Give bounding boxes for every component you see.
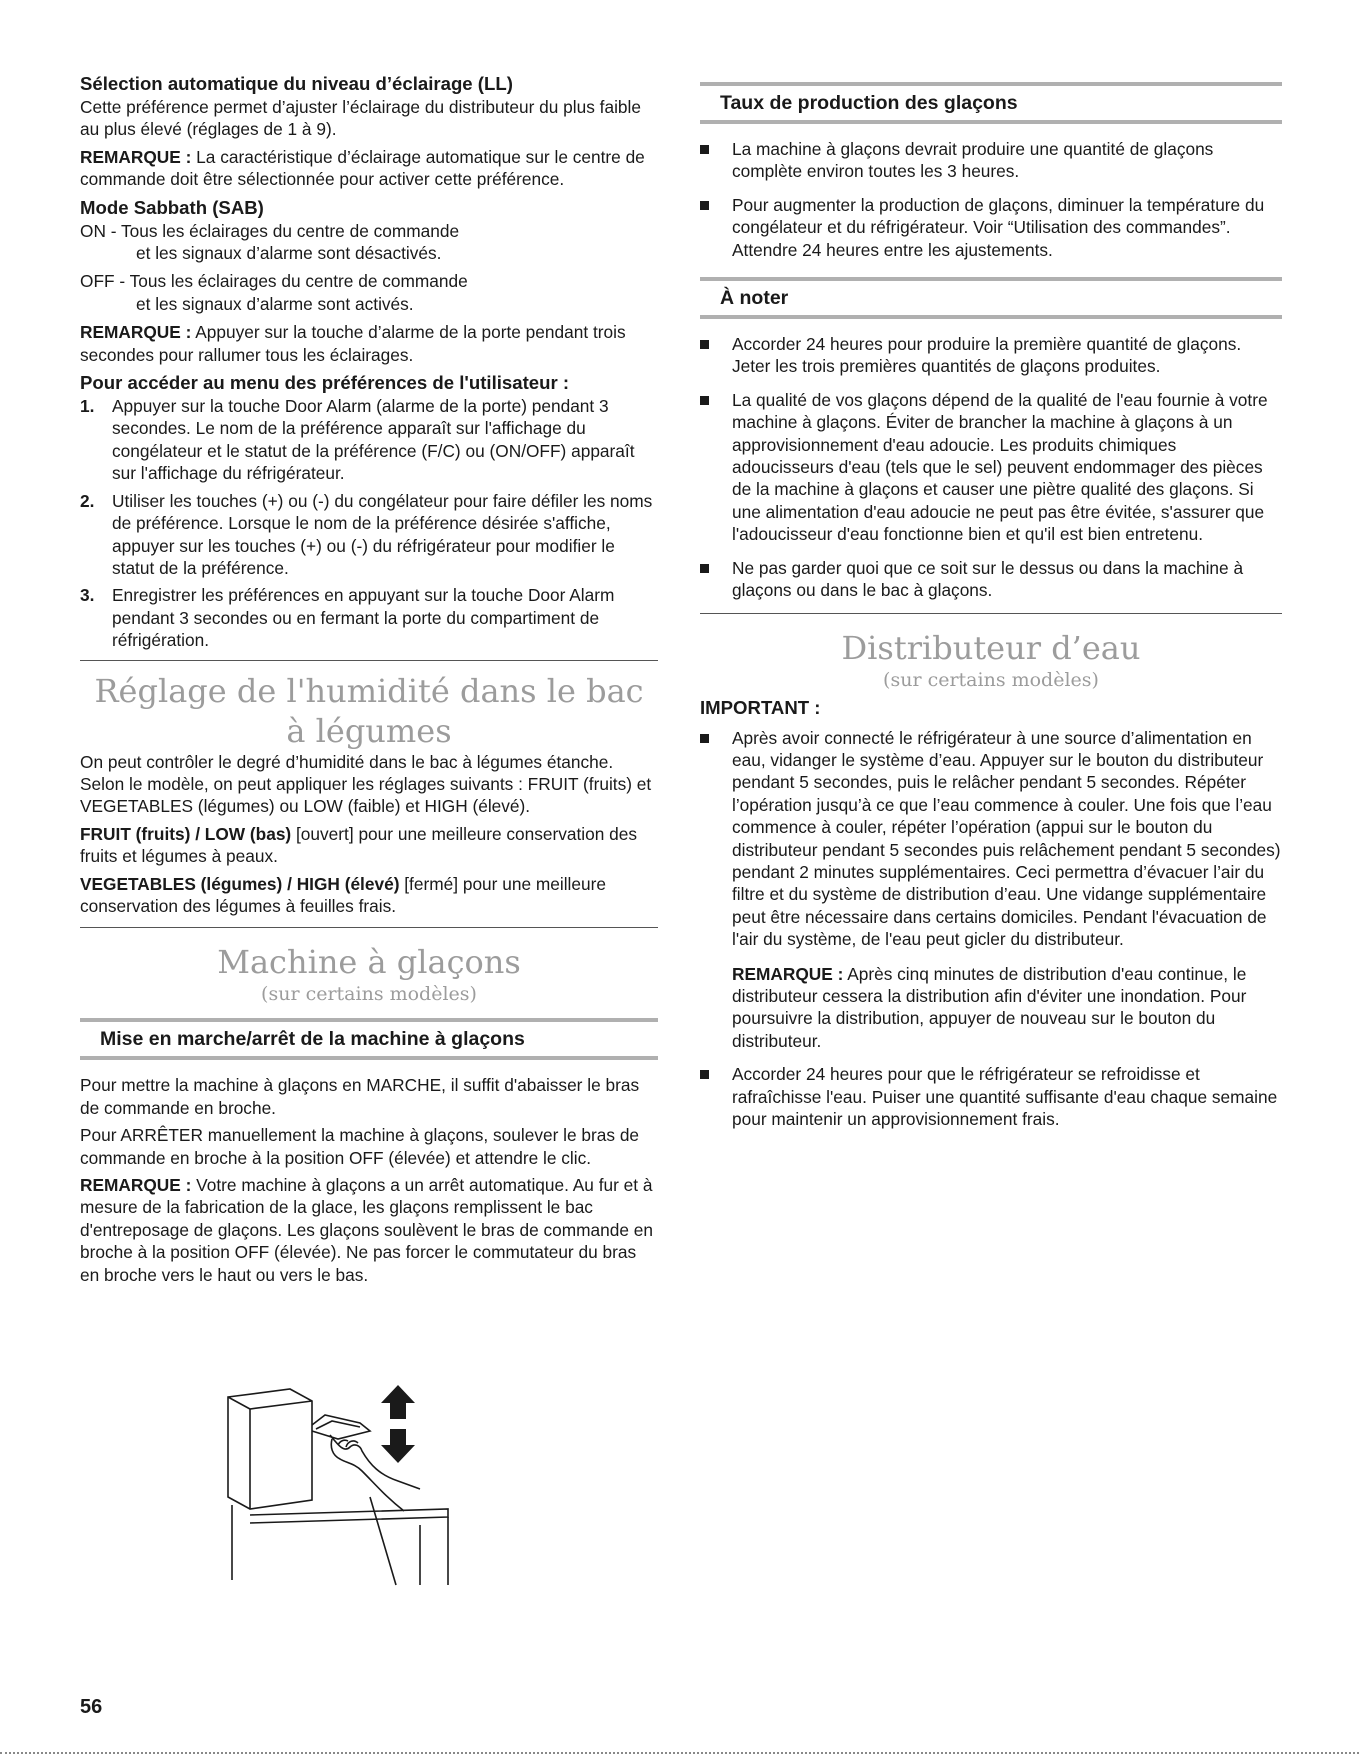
sab-heading: Mode Sabbath (SAB)	[80, 196, 264, 218]
bullet-square-icon	[700, 564, 709, 573]
ice-off-text: Pour ARRÊTER manuellement la machine à glaçons, soulever le bras de commande en broche à la position OFF (élevée) et attendre le clic.	[80, 1125, 640, 1168]
step-number: 1.	[80, 396, 95, 417]
step-number: 3.	[80, 585, 95, 606]
sab-note	[80, 321, 658, 366]
bullet-item	[700, 557, 1282, 602]
bullet-text: La machine à glaçons devrait produire une quantité de glaçons complète environ toutes les 3 heures.	[732, 139, 1214, 182]
note-heading: À noter	[720, 287, 789, 310]
ice-on-text: Pour mettre la machine à glaçons en MARCHE, il suffit d'abaisser le bras de commande en broche.	[80, 1075, 640, 1118]
ll-heading: Sélection automatique du niveau d’éclairage (LL)	[80, 73, 513, 94]
bullet-square-icon	[700, 201, 709, 210]
bullet-text: Accorder 24 heures pour que le réfrigérateur se refroidisse et rafraîchisse l'eau. Puiser une quantité suffisante d'eau chaque semaine pour maintenir un approvisionnement frais.	[732, 1064, 1278, 1129]
ice-maker-subtitle: (sur certains modèles)	[261, 983, 477, 1006]
bullet-text: Ne pas garder quoi que ce soit sur le dessus ou dans la machine à glaçons ou dans le bac à glaçons.	[732, 557, 1244, 601]
step-text: Enregistrer les préférences en appuyant sur la touche Door Alarm pendant 3 secondes ou en fermant la porte du compartiment de réfrigération.	[112, 585, 615, 651]
fruit-setting	[80, 823, 658, 868]
page-number: 56	[80, 1696, 103, 1718]
sab-off	[80, 270, 658, 315]
bullet-square-icon	[700, 396, 709, 405]
note-lead: REMARQUE :	[80, 1175, 192, 1195]
rate-heading: Taux de production des glaçons	[720, 92, 1018, 114]
bullet-square-icon	[700, 145, 709, 154]
water-dispenser-subtitle: (sur certains modèles)	[883, 668, 1099, 691]
note-box-heading	[700, 277, 1282, 319]
veg-text: [fermé] pour une meilleure conservation des légumes à feuilles frais.	[80, 873, 606, 916]
rate-box-heading	[700, 82, 1282, 124]
note-text: Après cinq minutes de distribution d'eau continue, le distributeur cessera la distribution afin d'éviter une inondation. Pour poursuivre la distribution, appuyer de nouveau sur le bouton du distributeur.	[732, 963, 1247, 1051]
bullet-item	[700, 727, 1282, 1053]
right-column	[700, 72, 1282, 1141]
bullet-square-icon	[700, 1070, 709, 1079]
bullet-item	[700, 1063, 1282, 1130]
veg-lead: VEGETABLES (légumes) / HIGH (élevé)	[80, 873, 400, 894]
bottom-dotted-rule	[0, 1752, 1359, 1754]
bullet-text: La qualité de vos glaçons dépend de la qualité de l'eau fournie à votre machine à glaçons. Éviter de brancher la machine à glaçons à un approvisionnement d'eau adoucie. Les produits chimiques adoucisseurs d'eau (tels que le sel) peuvent endommager des pièces de la machine à glaçons et causer une piètre qualité des glaçons. Si une alimentation d'eau adoucie ne peut pas être évitée, s'assurer que l'adoucisseur d'eau fonctionne bien et qu'il est bien entretenu.	[732, 389, 1268, 545]
sab-off-line2: et les signaux d’alarme sont activés.	[136, 293, 414, 314]
bullet-item	[700, 333, 1282, 378]
menu-steps	[80, 395, 658, 651]
note-bullets	[700, 333, 1282, 601]
veg-setting	[80, 873, 658, 918]
menu-heading: Pour accéder au menu des préférences de l'utilisateur :	[80, 372, 570, 394]
bullet-item	[700, 389, 1282, 546]
ll-note	[80, 146, 658, 191]
section-divider	[80, 660, 658, 661]
important-label: IMPORTANT :	[700, 696, 821, 718]
step-text: Appuyer sur la touche Door Alarm (alarme de la porte) pendant 3 secondes. Le nom de la préférence apparaît sur l'affichage du congélateur et le statut de la préférence (F/C) ou (ON/OFF) apparaît sur l'affichage du réfrigérateur.	[112, 396, 635, 484]
sab-on	[80, 220, 658, 265]
bullet-text: Accorder 24 heures pour produire la première quantité de glaçons. Jeter les trois premières quantités de glaçons produites.	[732, 334, 1242, 377]
water-bullets	[700, 727, 1282, 1131]
bullet-text: Après avoir connecté le réfrigérateur à une source d’alimentation en eau, vidanger le système d’eau. Appuyer sur le bouton du distributeur pendant 5 secondes, puis le relâcher pendant 5 secondes. Répéter l’opération jusqu’à ce que l’eau commence à couler. Une fois que l’eau commence à couler, répéter l’opération (appui sur le bouton du distributeur pendant 5 secondes puis relâchement pendant 5 secondes) pendant 2 minutes supplémentaires. Ceci permettra d’évacuer l’air du filtre et du système de distribution d’eau. Une vidange supplémentaire peut être nécessaire dans certains domiciles. Pendant l'évacuation de l'air du système, de l'eau peut gicler du distributeur.	[732, 727, 1281, 950]
bullet-item	[700, 194, 1282, 261]
note-text: Votre machine à glaçons a un arrêt automatique. Au fur et à mesure de la fabrication de la glace, les glaçons remplissent le bac d'entreposage de glaçons. Les glaçons soulèvent le bras de commande en broche à la position OFF (élevée). Ne pas forcer le commutateur du bras en broche vers le haut ou vers le bas.	[80, 1175, 653, 1285]
humidity-text: On peut contrôler le degré d’humidité dans le bac à légumes étanche. Selon le modèle, on peut appliquer les réglages suivants : FRUIT (fruits) et VEGETABLES (légumes) ou LOW (faible) et HIGH (élevé).	[80, 751, 652, 817]
section-divider	[700, 613, 1282, 614]
humidity-title: Réglage de l'humidité dans le bac à légumes	[94, 671, 644, 750]
bullet-square-icon	[700, 340, 709, 349]
note-text: Appuyer sur la touche d’alarme de la porte pendant trois secondes pour rallumer tous les éclairages.	[80, 322, 626, 365]
sab-off-line1: OFF - Tous les éclairages du centre de commande	[80, 271, 468, 292]
note-text: La caractéristique d’éclairage automatique sur le centre de commande doit être sélectionnée pour activer cette préférence.	[80, 146, 645, 190]
ice-onoff-heading: Mise en marche/arrêt de la machine à glaçons	[100, 1028, 525, 1051]
step-item	[80, 490, 658, 580]
ice-onoff-box-heading	[80, 1018, 658, 1060]
water-dispenser-title: Distributeur d’eau	[841, 628, 1141, 667]
bullet-item	[700, 138, 1282, 183]
section-divider	[80, 927, 658, 928]
note-lead: REMARQUE :	[732, 963, 844, 984]
ice-note	[80, 1174, 658, 1286]
ice-maker-illustration	[220, 1385, 480, 1590]
bullet-text: Pour augmenter la production de glaçons, diminuer la température du congélateur et du réfrigérateur. Voir “Utilisation des commandes”. Attendre 24 heures entre les ajustements.	[732, 194, 1265, 260]
step-text: Utiliser les touches (+) ou (-) du congélateur pour faire défiler les noms de préférence. Lorsque le nom de la préférence désirée s'affiche, appuyer sur les touches (+) ou (-) du réfrigérateur pour modifier le statut de la préférence.	[112, 490, 653, 578]
ll-text: Cette préférence permet d’ajuster l’éclairage du distributeur du plus faible au plus élevé (réglages de 1 à 9).	[80, 97, 641, 140]
bullet-square-icon	[700, 734, 709, 743]
arrow-down-icon	[381, 1429, 415, 1463]
step-item	[80, 395, 658, 485]
fruit-text: [ouvert] pour une meilleure conservation des fruits et légumes à peaux.	[80, 823, 638, 867]
step-item	[80, 584, 658, 651]
water-note	[732, 963, 1282, 1053]
arrow-up-icon	[381, 1385, 415, 1419]
rate-bullets	[700, 138, 1282, 261]
fruit-lead: FRUIT (fruits) / LOW (bas)	[80, 823, 292, 844]
ice-maker-title: Machine à glaçons	[217, 943, 521, 982]
step-number: 2.	[80, 490, 95, 511]
note-lead: REMARQUE :	[80, 146, 192, 167]
note-lead: REMARQUE :	[80, 322, 192, 343]
left-column	[80, 72, 658, 1291]
sab-on-line1: ON - Tous les éclairages du centre de commande	[80, 220, 460, 241]
sab-on-line2: et les signaux d’alarme sont désactivés.	[136, 243, 442, 264]
